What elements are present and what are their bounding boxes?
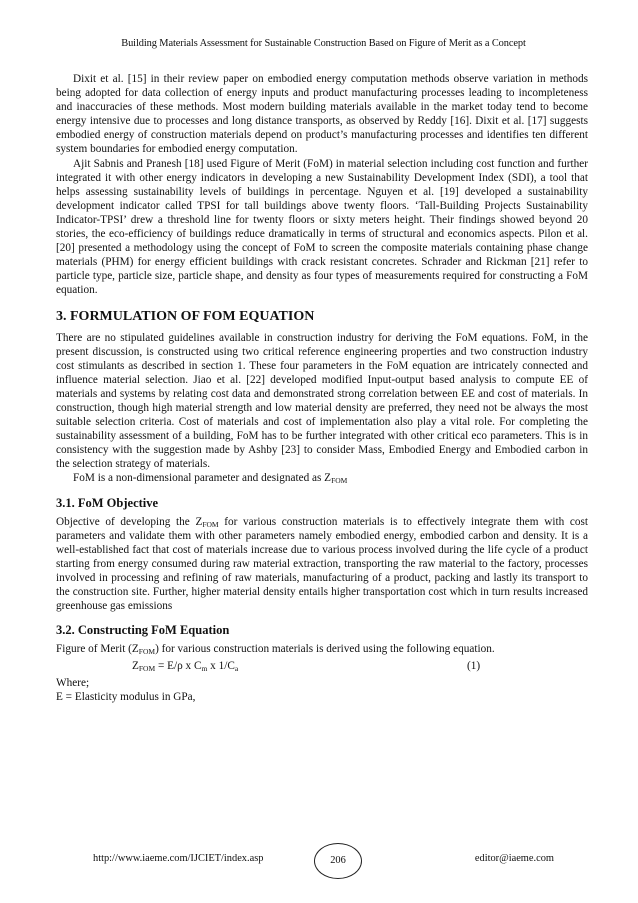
section-3-2-heading: 3.2. Constructing FoM Equation bbox=[56, 623, 230, 638]
equation-middle: = E/ρ x C bbox=[155, 660, 202, 673]
section-3-1-text-rest: for various construction materials is to effectively integrate them with cost parameters and validate them with other parameters namely embodied energy, embodied carbon and density. It is a well-established fact that cost of materials increase due to various process involved during the life cycle of a product starting from energy consumed during raw material extraction, transporting the raw material to the factory, processes involved in processing and refining of raw materials, manufacturing of a product, packing and lastly its transport to the construction site. Further, higher material density entails higher transportation cost which in turn results increased greenhouse gas emissions bbox=[56, 515, 588, 613]
equation-number: (1) bbox=[467, 660, 481, 673]
page-number-badge: 206 bbox=[314, 843, 362, 879]
equation-right: x 1/C bbox=[207, 660, 235, 673]
section-3-1-text-start: Objective of developing the Z bbox=[56, 515, 203, 528]
equation-body bbox=[132, 660, 238, 672]
section-3-paragraph-2 bbox=[56, 471, 588, 485]
main-content bbox=[56, 72, 588, 704]
equation-ca-subscript: a bbox=[234, 664, 239, 674]
footer-email-link[interactable]: editor@iaeme.com bbox=[474, 853, 554, 864]
zfom-subscript: FOM bbox=[138, 647, 156, 657]
section-3-2-text-start: Figure of Merit (Z bbox=[56, 643, 139, 656]
section-3-2-text-rest: ) for various construction materials is derived using the following equation. bbox=[155, 643, 495, 656]
equation-1 bbox=[56, 658, 588, 676]
zfom-subscript: FOM bbox=[331, 476, 348, 486]
zfom-subscript: FOM bbox=[202, 519, 219, 529]
body-paragraph-2: Ajit Sabnis and Pranesh [18] used Figure of Merit (FoM) in material selection including cost function and further integrated it with other energy indicators in developing a new Sustainability Development Index (SDI), a tool that helps assessing sustainability levels of buildings in percentage. Nguyen et al. [19] developed a sustainability development indicator called TPSI for tall buildings above twenty floors. ‘Tall-Building Projects Sustainability Indicator-TPSI’ drew a threshold line for twenty floors or sixty meters height. Their findings showed beyond 20 stories, the eco-efficiency of buildings reduce dramatically in terms of structural and economics aspects. Pilon et al. [20] presented a methodology using the concept of FoM to screen the composite materials containing phase change materials (PHM) for energy efficient buildings with crack resistant concretes. Schrader and Rickman [21] refer to particle type, particle size, particle shape, and density as four types of measurements required for constructing a FoM equation. bbox=[56, 157, 588, 297]
section-3-paragraph-2-text: FoM is a non-dimensional parameter and designated as Z bbox=[73, 472, 332, 485]
definition-e: E = Elasticity modulus in GPa, bbox=[56, 691, 196, 704]
section-3-2-paragraph bbox=[56, 642, 588, 656]
body-paragraph-1: Dixit et al. [15] in their review paper on embodied energy computation methods observe variation in methods being adopted for data collection of energy inputs and product manufacturing processes leading to incompleteness and inaccuracies of these methods. Most modern building materials available in the market today tend to become energy intensive due to processes and long distance transports, as observed by Reddy [16]. Dixit et al. [17] suggests embodied energy of construction materials depend on product’s manufacturing processes and identifies ten different system boundaries for embodied energy computation. bbox=[56, 73, 588, 156]
footer-url-link[interactable]: http://www.iaeme.com/IJCIET/index.asp bbox=[93, 853, 264, 864]
equation-cm-subscript: m bbox=[201, 664, 208, 674]
section-3-paragraph-1: There are no stipulated guidelines available in construction industry for deriving the FoM equations. FoM, in the present discussion, is constructed using two critical reference engineering properties and two construction industry cost stimulants as described in section 1. These four parameters in the FoM equation are intricately connected and influence material selection. Jiao et al. [22] developed modified Input-output based analysis to compute EE of materials and systems by relating cost data and demonstrated strong correlation between EE and cost of materials. In construction, though high material strength and low material density are preferred, they need not be always the most suitable selection criteria. Cost of materials and cost of implementation also play a vital role. For completing the sustainability assessment of a building, FoM has to be further integrated with other critical eco parameters. This is in consistency with the suggestion made by Ashby [23] to consider Mass, Embodied Energy and Embodied carbon in the selection strategy of materials. bbox=[56, 331, 588, 471]
section-3-1-heading: 3.1. FoM Objective bbox=[56, 495, 159, 510]
section-3-1-paragraph bbox=[56, 515, 588, 614]
running-header: Building Materials Assessment for Sustainable Construction Based on Figure of Merit as a Concept bbox=[121, 38, 526, 49]
equation-lhs: Z bbox=[132, 660, 139, 673]
equation-lhs-subscript: FOM bbox=[138, 664, 156, 674]
section-3-heading: 3. FORMULATION OF FOM EQUATION bbox=[56, 308, 315, 324]
page-footer bbox=[56, 843, 588, 879]
where-label: Where; bbox=[56, 677, 90, 690]
